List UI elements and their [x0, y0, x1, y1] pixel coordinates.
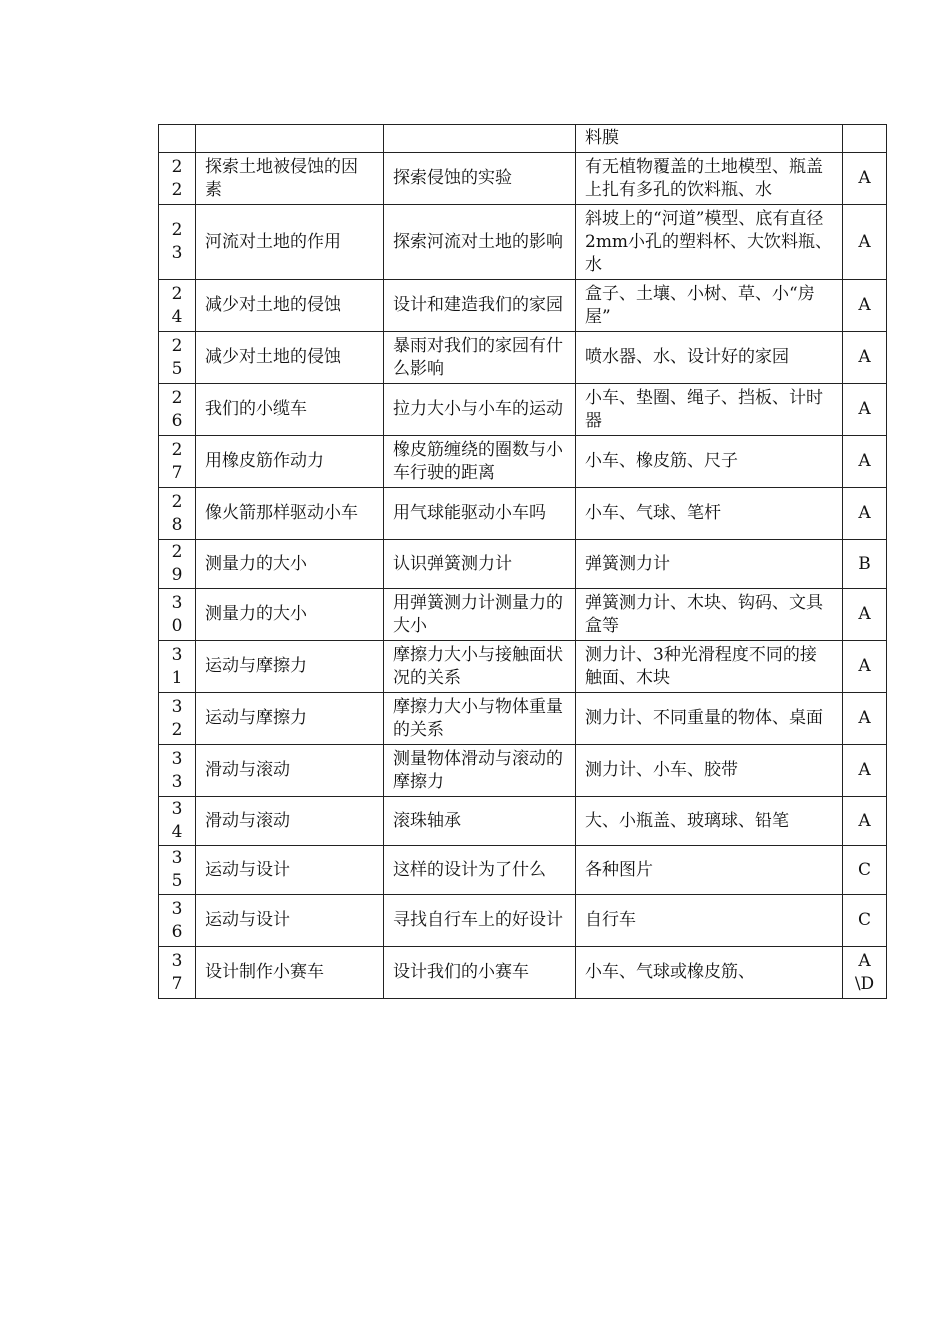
materials: 小车、橡皮筋、尺子 — [576, 436, 843, 488]
grade — [843, 125, 887, 153]
lesson-topic: 测量力的大小 — [196, 540, 384, 589]
table-row — [159, 153, 887, 205]
lesson-topic: 像火箭那样驱动小车 — [196, 488, 384, 540]
materials: 弹簧测力计 — [576, 540, 843, 589]
row-number: 27 — [159, 436, 196, 488]
table-row — [159, 745, 887, 797]
experiment-name: 摩擦力大小与接触面状况的关系 — [384, 641, 576, 693]
experiment-table — [158, 124, 887, 999]
lesson-topic: 运动与摩擦力 — [196, 693, 384, 745]
row-number: 23 — [159, 205, 196, 280]
materials: 有无植物覆盖的土地模型、瓶盖上扎有多孔的饮料瓶、水 — [576, 153, 843, 205]
grade: A — [843, 797, 887, 846]
experiment-name — [384, 125, 576, 153]
materials: 弹簧测力计、木块、钩码、文具盒等 — [576, 589, 843, 641]
row-number: 31 — [159, 641, 196, 693]
grade: A — [843, 436, 887, 488]
row-number: 35 — [159, 846, 196, 895]
materials: 各种图片 — [576, 846, 843, 895]
table-row — [159, 540, 887, 589]
grade: C — [843, 895, 887, 947]
lesson-topic: 滑动与滚动 — [196, 797, 384, 846]
row-number: 22 — [159, 153, 196, 205]
experiment-name: 滚珠轴承 — [384, 797, 576, 846]
experiment-name: 用弹簧测力计测量力的大小 — [384, 589, 576, 641]
materials: 测力计、3种光滑程度不同的接触面、木块 — [576, 641, 843, 693]
table-row — [159, 693, 887, 745]
table-row — [159, 384, 887, 436]
experiment-name: 这样的设计为了什么 — [384, 846, 576, 895]
table-row — [159, 797, 887, 846]
grade: A — [843, 205, 887, 280]
materials: 小车、气球、笔杆 — [576, 488, 843, 540]
table-row — [159, 488, 887, 540]
table-row — [159, 280, 887, 332]
lesson-topic: 设计制作小赛车 — [196, 947, 384, 999]
table-row — [159, 947, 887, 999]
table-row — [159, 205, 887, 280]
materials: 大、小瓶盖、玻璃球、铅笔 — [576, 797, 843, 846]
experiment-name: 寻找自行车上的好设计 — [384, 895, 576, 947]
experiment-name: 探索河流对土地的影响 — [384, 205, 576, 280]
grade: A — [843, 280, 887, 332]
grade: A — [843, 384, 887, 436]
lesson-topic: 我们的小缆车 — [196, 384, 384, 436]
table-row — [159, 895, 887, 947]
grade: C — [843, 846, 887, 895]
table-row — [159, 332, 887, 384]
grade: A — [843, 589, 887, 641]
experiment-name: 探索侵蚀的实验 — [384, 153, 576, 205]
grade: A — [843, 641, 887, 693]
materials: 自行车 — [576, 895, 843, 947]
grade: A — [843, 153, 887, 205]
lesson-topic: 减少对土地的侵蚀 — [196, 280, 384, 332]
experiment-name: 设计我们的小赛车 — [384, 947, 576, 999]
materials: 盒子、土壤、小树、草、小“房屋” — [576, 280, 843, 332]
lesson-topic: 运动与设计 — [196, 846, 384, 895]
row-number: 36 — [159, 895, 196, 947]
materials: 喷水器、水、设计好的家园 — [576, 332, 843, 384]
grade: A — [843, 745, 887, 797]
materials: 小车、垫圈、绳子、挡板、计时器 — [576, 384, 843, 436]
lesson-topic: 滑动与滚动 — [196, 745, 384, 797]
materials: 斜坡上的“河道”模型、底有直径2mm小孔的塑料杯、大饮料瓶、水 — [576, 205, 843, 280]
materials: 测力计、小车、胶带 — [576, 745, 843, 797]
row-number — [159, 125, 196, 153]
experiment-name: 暴雨对我们的家园有什么影响 — [384, 332, 576, 384]
table-row — [159, 589, 887, 641]
table-row — [159, 125, 887, 153]
materials: 测力计、不同重量的物体、桌面 — [576, 693, 843, 745]
grade: A — [843, 332, 887, 384]
table-row — [159, 641, 887, 693]
grade: B — [843, 540, 887, 589]
grade: A\D — [843, 947, 887, 999]
experiment-name: 测量物体滑动与滚动的摩擦力 — [384, 745, 576, 797]
lesson-topic: 河流对土地的作用 — [196, 205, 384, 280]
experiment-name: 认识弹簧测力计 — [384, 540, 576, 589]
row-number: 26 — [159, 384, 196, 436]
row-number: 33 — [159, 745, 196, 797]
row-number: 34 — [159, 797, 196, 846]
row-number: 28 — [159, 488, 196, 540]
lesson-topic: 运动与设计 — [196, 895, 384, 947]
lesson-topic: 减少对土地的侵蚀 — [196, 332, 384, 384]
row-number: 32 — [159, 693, 196, 745]
lesson-topic: 测量力的大小 — [196, 589, 384, 641]
row-number: 29 — [159, 540, 196, 589]
experiment-name: 摩擦力大小与物体重量的关系 — [384, 693, 576, 745]
experiment-name: 用气球能驱动小车吗 — [384, 488, 576, 540]
row-number: 25 — [159, 332, 196, 384]
table-row — [159, 436, 887, 488]
row-number: 37 — [159, 947, 196, 999]
row-number: 30 — [159, 589, 196, 641]
grade: A — [843, 693, 887, 745]
experiment-name: 橡皮筋缠绕的圈数与小车行驶的距离 — [384, 436, 576, 488]
row-number: 24 — [159, 280, 196, 332]
table-row — [159, 846, 887, 895]
experiment-name: 设计和建造我们的家园 — [384, 280, 576, 332]
lesson-topic: 探索土地被侵蚀的因素 — [196, 153, 384, 205]
lesson-topic: 用橡皮筋作动力 — [196, 436, 384, 488]
lesson-topic: 运动与摩擦力 — [196, 641, 384, 693]
grade: A — [843, 488, 887, 540]
materials: 料膜 — [576, 125, 843, 153]
experiment-name: 拉力大小与小车的运动 — [384, 384, 576, 436]
materials: 小车、气球或橡皮筋、 — [576, 947, 843, 999]
lesson-topic — [196, 125, 384, 153]
